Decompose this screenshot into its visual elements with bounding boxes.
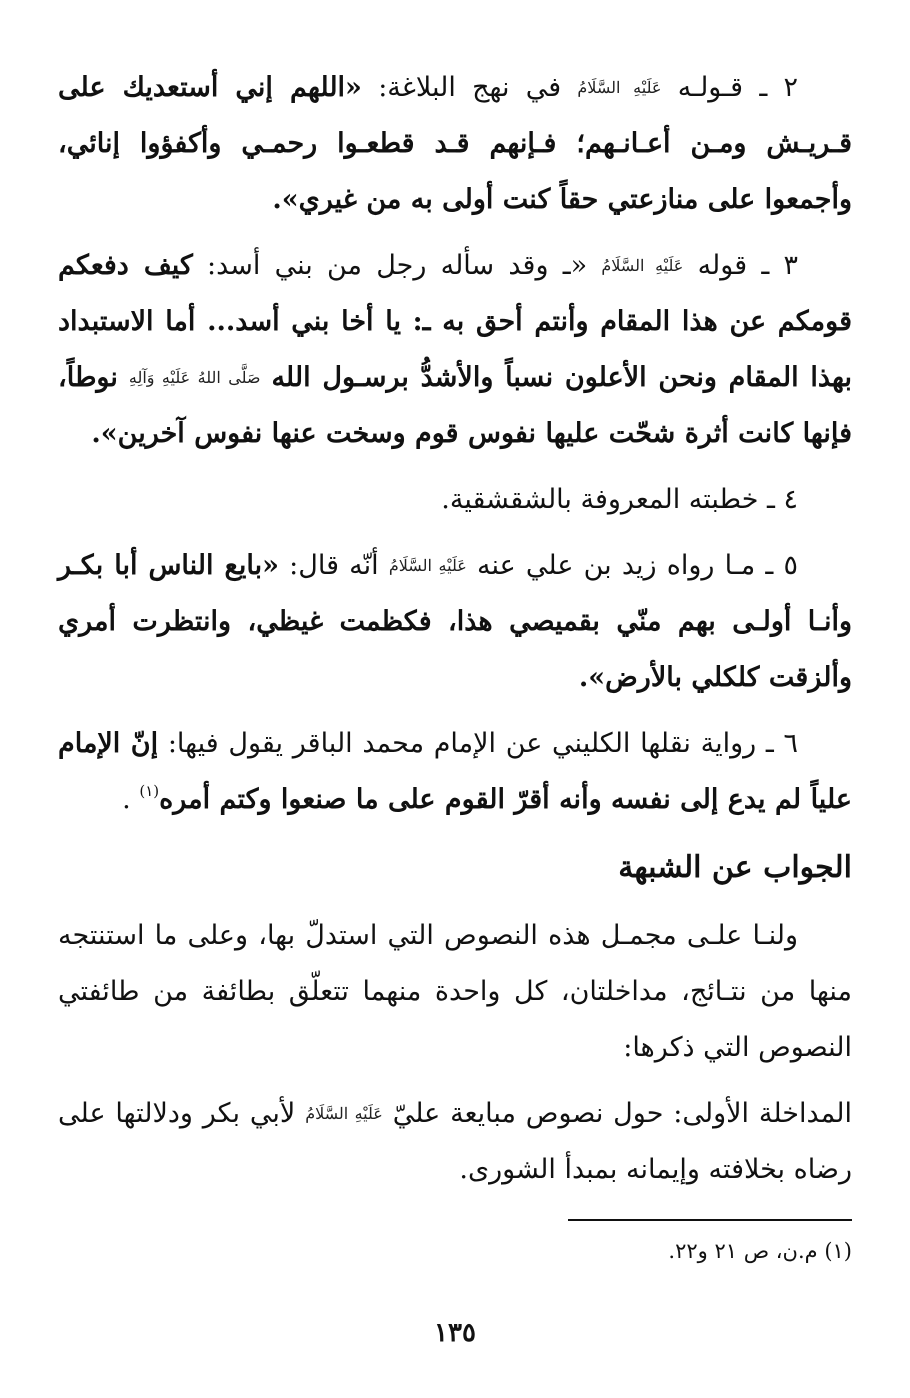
item-6: ٦ ـ رواية نقلها الكليني عن الإمام محمد الباقر يقول فيها: إنّ الإمام علياً لم يدع إلى نفسه وأنه أقرّ القوم على ما صنعوا وكتم أمره$^{(١)}$ .	[58, 728, 852, 815]
item-2: ٢ ـ قـولـه عَلَيْهِ السَّلَامُ في نهج البلاغة: «اللهم إني أستعديك على قـريـش ومـن أعـانـهم؛ فـإنهم قـد قطعـوا رحمـي وأكفؤوا إنائي، وأجمعوا على منازعتي حقاً كنت أولى به من غيري».	[58, 72, 852, 215]
honorific-ali-glyph: عَلَيْهِ السَّلَامُ	[577, 78, 662, 97]
honorific-prophet-glyph: صَلَّى اللهُ عَلَيْهِ وَآلِهِ	[128, 368, 261, 387]
honorific-ali-glyph: عَلَيْهِ السَّلَامُ	[601, 256, 684, 275]
footnote-divider	[568, 1219, 852, 1221]
honorific-ali-glyph: عَلَيْهِ السَّلَامُ	[305, 1104, 383, 1123]
footnote-marker: (١)	[139, 782, 160, 800]
section-heading: الجواب عن الشبهة	[618, 850, 852, 885]
page-body	[58, 60, 852, 1208]
item-5: ٥ ـ مـا رواه زيد بن علي عنه عَلَيْهِ السَّلَامُ أنّه قال: «بايع الناس أبا بكـر وأنـا أولـى بهم منّي بقميصي هذا، فكظمت غيظي، وانتظرت أمري وألزقت كلكلي بالأرض».	[58, 550, 852, 693]
item-4: ٤ ـ خطبته المعروفة بالشقشقية.	[441, 484, 798, 515]
first-intervention-paragraph: المداخلة الأولى: حول نصوص مبايعة عليّ عَلَيْهِ السَّلَامُ لأبي بكر ودلالتها على رضاه بخلافته وإيمانه بمبدأ الشورى.	[58, 1098, 853, 1185]
item-3: ٣ ـ قوله عَلَيْهِ السَّلَامُ «ـ وقد سأله رجل من بني أسد: كيف دفعكم قومكم عن هذا المقام وأنتم أحق به ـ: يا أخا بني أسد... أما الاستبداد بهذا المقام ونحن الأعلون نسباً والأشدُّ برسـول الله صَلَّى اللهُ عَلَيْهِ وَآلِهِ نوطاً، فإنها كانت أثرة شحّت عليها نفوس قوم وسخت عنها نفوس آخرين».	[58, 250, 852, 449]
honorific-ali-glyph: عَلَيْهِ السَّلَامُ	[388, 556, 467, 575]
footnote: (١) م.ن، ص ٢١ و٢٢.	[668, 1239, 852, 1263]
page-number: ١٣٥	[434, 1318, 476, 1348]
answer-paragraph: ولنـا علـى مجمـل هذه النصوص التي استدلّ بها، وعلى ما استنتجه منها من نتـائج، مداخلتان، كل واحدة منهما تتعلّق بطائفة من طائفتي النصوص التي ذكرها:	[58, 920, 852, 1063]
